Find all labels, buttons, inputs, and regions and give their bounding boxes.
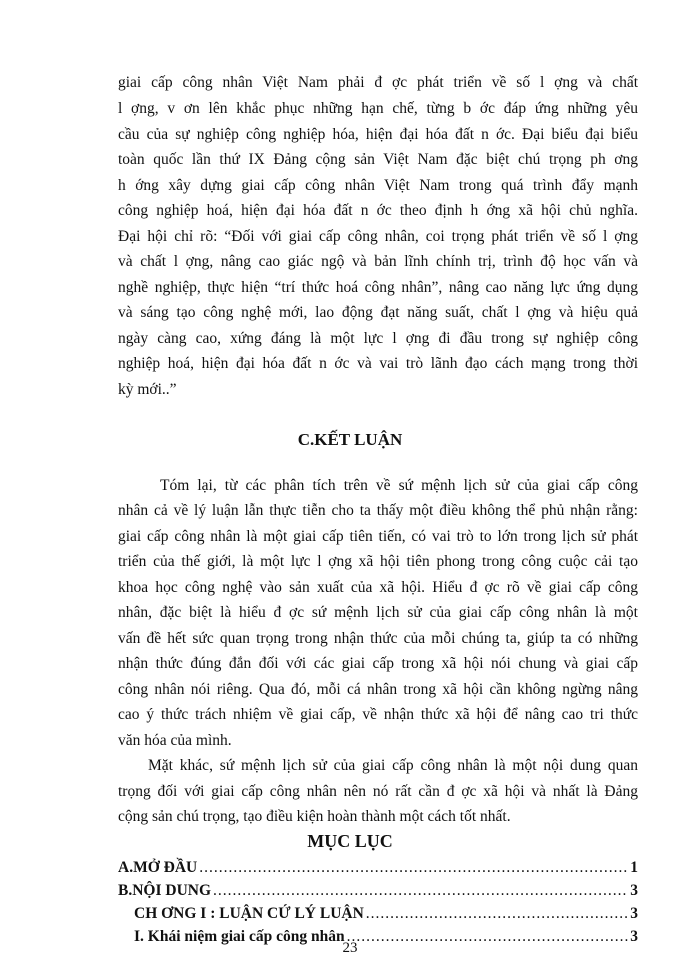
page-number: 23 — [342, 940, 358, 956]
text-line: l ợng, v ơn lên khắc phục những hạn chế, từng b ớc đáp ứng những yêu — [118, 100, 638, 117]
text-line: và chất l ợng, nâng cao giác ngộ và bản lĩnh chính trị, trình độ học vấn và — [118, 253, 638, 270]
toc-entry[interactable] — [118, 881, 638, 901]
toc-heading: MỤC LỤC — [307, 831, 393, 851]
text-line: văn hóa của mình. — [118, 732, 232, 749]
text-line: cộng sản chú trọng, tạo điều kiện hoàn thành một cách tốt nhất. — [118, 808, 511, 825]
text-line: nhân cả về lý luận lẫn thực tiễn cho ta thấy một điều không thể phủ nhận rằng: — [118, 502, 638, 519]
toc-entry-page: 3 — [630, 882, 638, 899]
toc-leader — [213, 881, 628, 901]
toc-entry-page: 3 — [630, 905, 638, 922]
toc-entry-page: 3 — [630, 928, 638, 945]
text-line: khoa học công nghệ vào sản xuất của xã hội. Hiểu đ ợc rõ về giai cấp công — [118, 579, 638, 596]
text-line: công nhân nói riêng. Qua đó, mỗi cá nhân trong xã hội cần không ngừng nâng — [118, 681, 638, 698]
text-line: cao ý thức trách nhiệm về giai cấp, về nhận thức xã hội để nâng cao tri thức — [118, 706, 638, 723]
text-line: kỳ mới..” — [118, 381, 177, 398]
toc-entry-label: A.MỞ ĐẦU — [118, 859, 198, 876]
conclusion-heading: C.KẾT LUẬN — [297, 430, 403, 449]
text-line: giai cấp công nhân Việt Nam phải đ ợc phát triển về số l ợng và chất — [118, 74, 638, 91]
toc-entry-page: 1 — [630, 859, 638, 876]
toc-entry[interactable] — [134, 904, 638, 924]
toc-entry-label: B.NỘI DUNG — [118, 882, 212, 899]
text-line: công nghiệp hoá, hiện đại hóa đất n ớc theo định h ớng xã hội chủ nghĩa. — [118, 202, 638, 219]
text-line: vấn đề hết sức quan trọng trong nhận thức của mỗi chúng ta, giúp ta có những — [118, 630, 638, 647]
text-line: nhân, đặc biệt là hiểu đ ợc sứ mệnh lịch sử của giai cấp công nhân là một — [118, 604, 638, 621]
toc-leader — [366, 904, 628, 924]
text-line: giai cấp công nhân là một giai cấp tiên tiến, có vai trò to lớn trong lịch sử phát — [118, 528, 638, 545]
text-line: nghiệp hoá, hiện đại hóa đất n ớc và vai trò lãnh đạo cách mạng trong thời — [118, 355, 638, 372]
text-line: cầu của sự nghiệp công nghiệp hóa, hiện đại hóa đất n ớc. Đại biểu đại biểu — [118, 126, 638, 143]
text-line: h ớng xây dựng giai cấp công nhân Việt Nam trong quá trình đẩy mạnh — [118, 177, 638, 194]
text-line: nhận thức đúng đắn đối với các giai cấp trong xã hội nói chung và giai cấp — [118, 655, 638, 672]
text-line: nghề nghiệp, thực hiện “trí thức hoá công nhân”, nâng cao năng lực ứng dụng — [118, 279, 638, 296]
toc-entry-label: I. Khái niệm giai cấp công nhân — [134, 928, 345, 945]
text-line: và sáng tạo công nghệ mới, lao động đạt năng suất, chất l ợng và hiệu quả — [118, 304, 638, 321]
toc-entry-label: CH ƠNG I : LUẬN CỨ LÝ LUẬN — [134, 905, 364, 922]
text-line: Tóm lại, từ các phân tích trên về sứ mệnh lịch sử của giai cấp công — [160, 477, 638, 494]
text-line: Đại hội chỉ rõ: “Đối với giai cấp công nhân, coi trọng phát triển về số l ợng — [118, 228, 638, 245]
toc-leader — [199, 858, 628, 878]
text-line: Mặt khác, sứ mệnh lịch sử của giai cấp công nhân là một nội dung quan — [148, 757, 638, 774]
text-line: ngày càng cao, xứng đáng là một lực l ợng đi đầu trong sự nghiệp công — [118, 330, 638, 347]
toc-entry[interactable] — [118, 858, 638, 878]
text-line: triển của thế giới, là một lực l ợng xã hội tiên phong trong công cuộc cải tạo — [118, 553, 638, 570]
text-line: toàn quốc lần thứ IX Đảng cộng sản Việt Nam đặc biệt chú trọng ph ơng — [118, 151, 638, 168]
text-line: trọng đối với giai cấp công nhân nên nó rất cần đ ợc xã hội và nhất là Đảng — [118, 783, 638, 800]
